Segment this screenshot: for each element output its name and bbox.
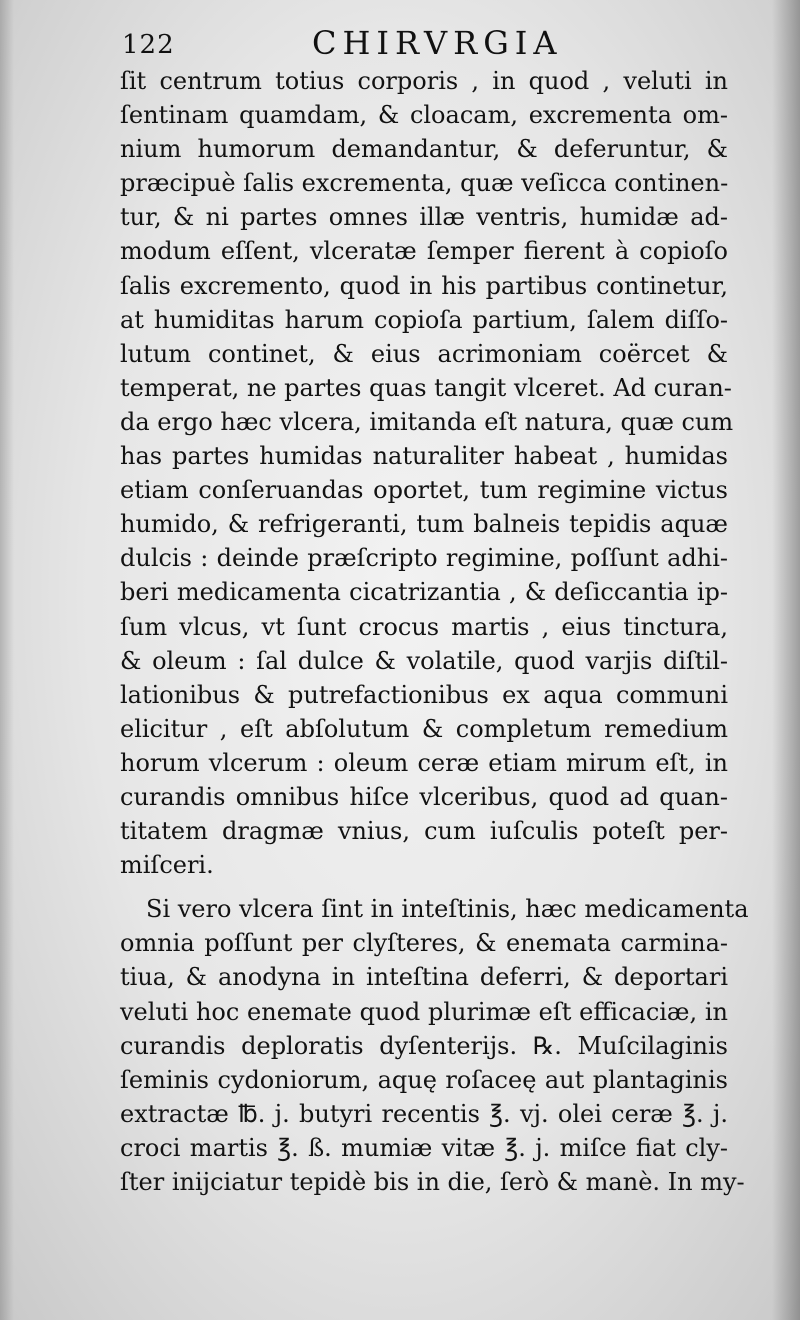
- text-line: ſeminis cydoniorum, aquę roſaceę aut plantaginis: [120, 1065, 728, 1094]
- paragraph-gap: [120, 882, 728, 892]
- running-title: CHIRVRGIA: [312, 24, 563, 62]
- text-line: ſalis excremento, quod in his partibus continetur,: [120, 271, 728, 300]
- text-line: horum vlcerum : oleum ceræ etiam mirum eſt, in: [120, 748, 728, 777]
- text-line: elicitur , eſt abſolutum & completum remedium: [120, 714, 728, 743]
- paragraph-2: [120, 892, 749, 1199]
- text-line: tiua, & anodyna in inteſtina deferri, & deportari: [120, 963, 728, 992]
- text-line: tur, & ni partes omnes illæ ventris, humidæ ad-: [120, 203, 728, 232]
- text-line: ſum vlcus, vt ſunt crocus martis , eius tinctura,: [120, 612, 728, 641]
- text-line: ſentinam quamdam, & cloacam, excrementa om-: [120, 101, 728, 130]
- text-line: lutum continet, & eius acrimoniam coërcet &: [120, 339, 728, 368]
- text-line: Si vero vlcera ſint in inteſtinis, hæc medicamenta: [146, 895, 749, 924]
- paragraph-1: [120, 64, 734, 882]
- text-line: temperat, ne partes quas tangit vlceret. Ad curan-: [120, 373, 732, 402]
- text-line: extractæ ℔. j. butyri recentis ℥. vj. olei ceræ ℥. j.: [120, 1099, 728, 1128]
- page-number: 122: [122, 30, 175, 60]
- text-line: lationibus & putrefactionibus ex aqua communi: [120, 680, 728, 709]
- text-line: nium humorum demandantur, & deferuntur, &: [120, 135, 728, 164]
- text-line: veluti hoc enemate quod plurimæ eſt efficaciæ, in: [120, 997, 728, 1026]
- text-line: curandis omnibus hiſce vlceribus, quod ad quan-: [120, 782, 728, 811]
- text-line: titatem dragmæ vnius, cum iuſculis poteſt per-: [120, 817, 728, 846]
- page-left-shadow: [0, 0, 14, 1320]
- text-line: curandis deploratis dyſenterijs. ℞. Muſcilaginis: [120, 1031, 728, 1060]
- text-line: etiam conſeruandas oportet, tum regimine victus: [120, 476, 728, 505]
- text-line: ſit centrum totius corporis , in quod , veluti in: [120, 67, 728, 95]
- text-line: modum eſſent, vlceratæ ſemper fierent à copioſo: [120, 237, 728, 266]
- text-line: & oleum : ſal dulce & volatile, quod varjis diſtil-: [120, 646, 728, 675]
- page-right-shadow: [772, 0, 800, 1320]
- text-line: omnia poſſunt per clyſteres, & enemata carmina-: [120, 929, 728, 958]
- text-line: miſceri.: [120, 851, 214, 880]
- page-header: [122, 22, 742, 62]
- text-line: has partes humidas naturaliter habeat , humidas: [120, 442, 728, 471]
- text-line: ſter inijciatur tepidè bis in die, ſerò & manè. In my-: [120, 1168, 745, 1196]
- text-line: humido, & refrigeranti, tum balneis tepidis aquæ: [120, 510, 728, 539]
- text-line: croci martis ℥. ß. mumiæ vitæ ℥. j. miſce fiat cly-: [120, 1133, 728, 1162]
- text-line: beri medicamenta cicatrizantia , & deſiccantia ip-: [120, 578, 728, 607]
- text-line: da ergo hæc vlcera, imitanda eſt natura, quæ cum: [120, 407, 734, 436]
- text-line: præcipuè ſalis excrementa, quæ veſicca continen-: [120, 169, 729, 198]
- text-line: dulcis : deinde præſcripto regimine, poſſunt adhi-: [120, 544, 728, 573]
- body-text: [120, 64, 749, 1199]
- text-line: at humiditas harum copioſa partium, ſalem diſſo-: [120, 305, 728, 334]
